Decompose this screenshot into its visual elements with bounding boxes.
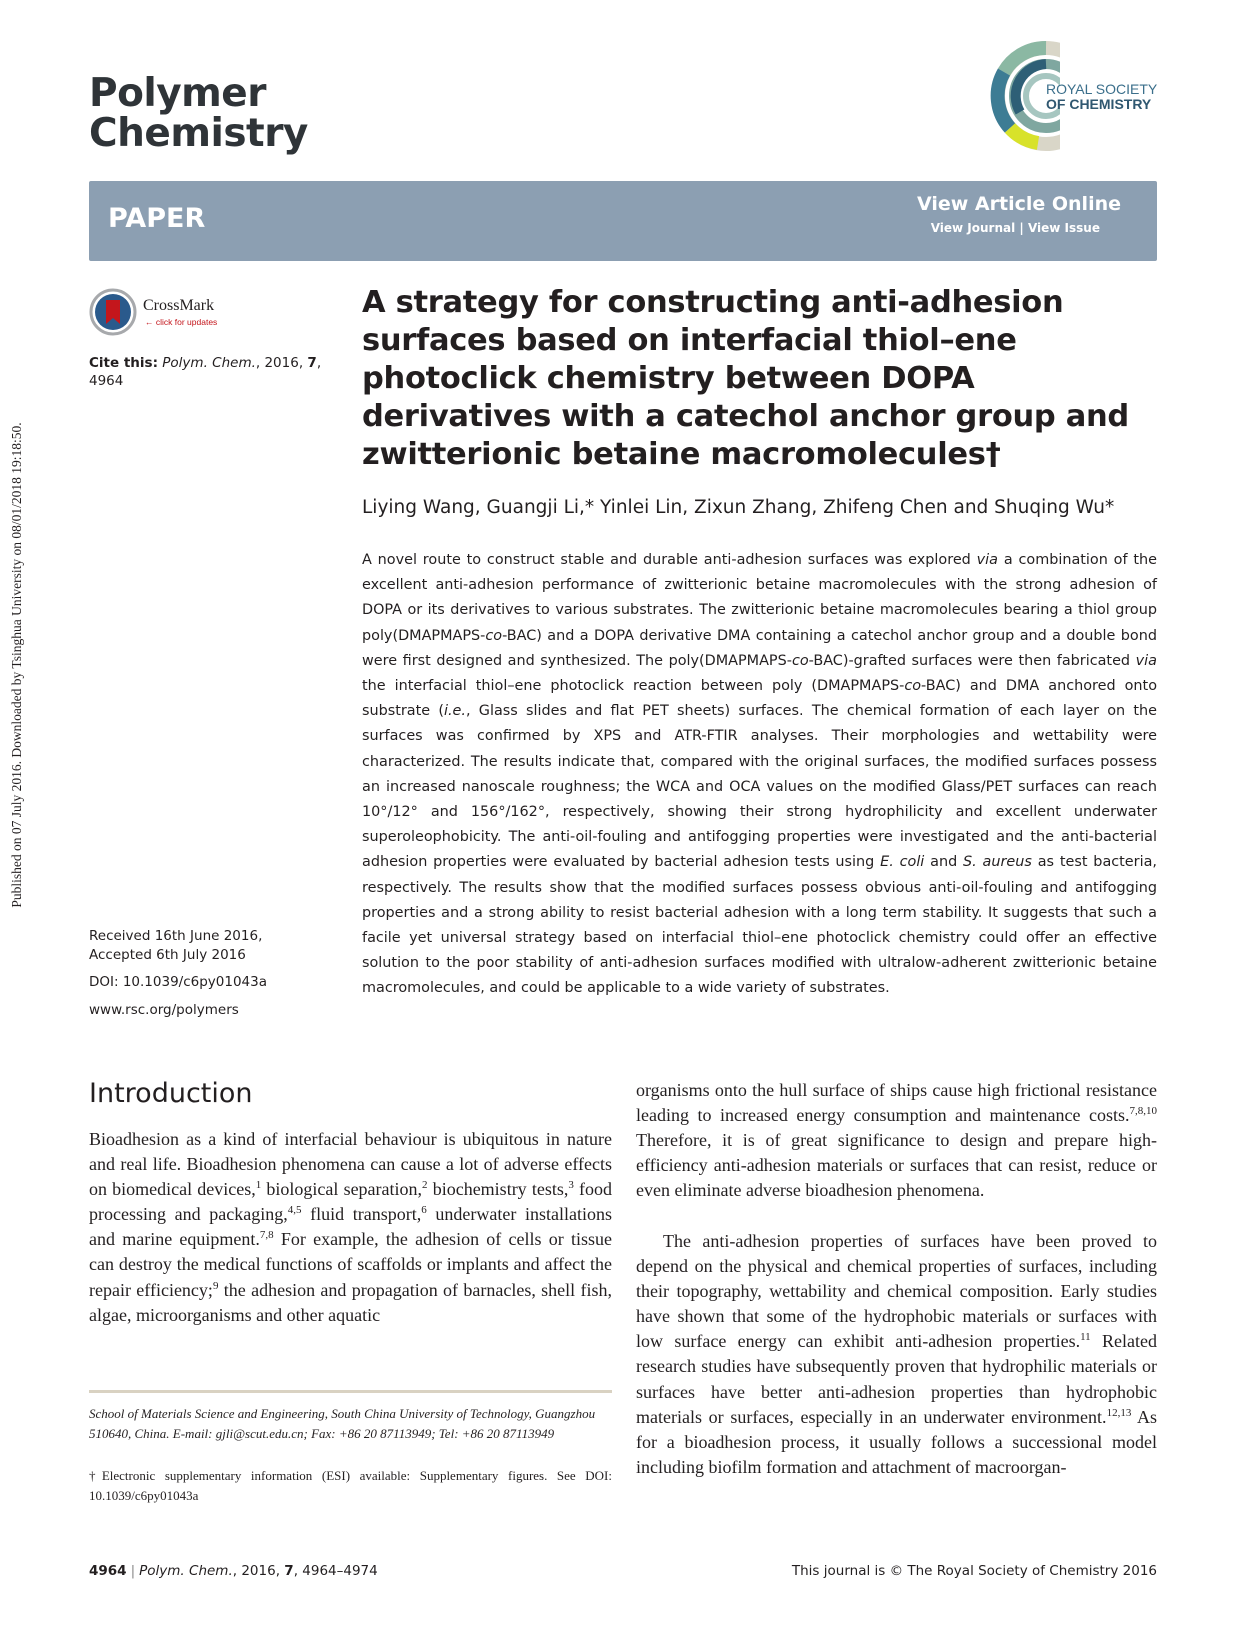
footer-year: , 2016, bbox=[232, 1563, 280, 1579]
journal-title-line1: Polymer bbox=[89, 71, 266, 116]
abstract-text: -BAC)-grafted surfaces were then fabricated bbox=[808, 652, 1136, 669]
view-journal-link[interactable]: View Journal bbox=[930, 221, 1016, 235]
view-links bbox=[931, 221, 1100, 235]
crossmark-badge[interactable] bbox=[89, 288, 229, 338]
body-text: food processing and packaging, bbox=[89, 1179, 613, 1225]
reference-link[interactable]: 7,8,10 bbox=[1129, 1105, 1157, 1118]
crossmark-subtitle: ← click for updates bbox=[145, 317, 218, 327]
rsc-wordmark-line2: OF CHEMISTRY bbox=[1046, 96, 1152, 112]
abstract-italic: via bbox=[1135, 652, 1157, 669]
reference-link[interactable]: 4,5 bbox=[287, 1204, 302, 1217]
article-type-banner bbox=[89, 181, 1157, 261]
journal-title-line2: Chemistry bbox=[89, 111, 308, 156]
crossmark-name: CrossMark bbox=[143, 297, 215, 314]
page-number: 4964 bbox=[89, 1563, 127, 1579]
accepted-date: Accepted 6th July 2016 bbox=[89, 947, 246, 963]
abstract-italic: co bbox=[791, 652, 809, 669]
abstract-text: a combination of the excellent anti-adhesion performance of zwitterionic betaine macromolecules with the strong adhesion of DOPA or its derivatives to various substrates. The zwitterionic betaine macromolecules bearing a thiol group poly(DMAPMAPS- bbox=[362, 552, 1157, 644]
reference-link[interactable]: 9 bbox=[212, 1279, 219, 1292]
rsc-logo[interactable] bbox=[990, 40, 1160, 152]
body-text: underwater installations and marine equipment. bbox=[89, 1204, 613, 1250]
reference-link[interactable]: 3 bbox=[568, 1179, 574, 1192]
article-authors: Liying Wang, Guangji Li,* Yinlei Lin, Zixun Zhang, Zhifeng Chen and Shuqing Wu* bbox=[362, 497, 1115, 518]
reference-link[interactable]: 12,13 bbox=[1106, 1406, 1132, 1419]
abstract-text: A novel route to construct stable and durable anti-adhesion surfaces was explored bbox=[362, 552, 977, 568]
abstract-text: -BAC) and DMA anchored onto substrate ( bbox=[362, 678, 1157, 720]
citation bbox=[89, 354, 329, 390]
article-doi[interactable]: DOI: 10.1039/c6py01043a bbox=[89, 974, 268, 990]
view-article-online-link[interactable]: View Article Online bbox=[917, 193, 1121, 215]
article-title: A strategy for constructing anti-adhesion surfaces based on interfacial thiol–ene photoclick chemistry between DOPA derivatives with a catechol anchor group and zwitterionic betaine macromolecules† bbox=[362, 285, 1129, 472]
rsc-wordmark-line1: ROYAL SOCIETY bbox=[1046, 81, 1158, 97]
copyright-notice: This journal is © The Royal Society of Chemistry 2016 bbox=[791, 1563, 1157, 1579]
abstract-text: the interfacial thiol–ene photoclick reaction between poly (DMAPMAPS- bbox=[362, 678, 905, 695]
reference-link[interactable]: 2 bbox=[422, 1179, 428, 1192]
citation-volume: 7 bbox=[307, 355, 317, 371]
abstract-text: and bbox=[924, 854, 964, 871]
body-text: fluid transport, bbox=[301, 1204, 422, 1225]
footer-journal: Polym. Chem. bbox=[139, 1563, 233, 1579]
body-text: organisms onto the hull surface of ships cause high frictional resistance leading to increased energy consumption and maintenance costs. bbox=[636, 1080, 1157, 1126]
footnote-divider bbox=[89, 1390, 612, 1393]
article-type-label: PAPER bbox=[108, 203, 206, 234]
received-date: Received 16th June 2016, bbox=[89, 928, 263, 944]
abstract-italic: co bbox=[485, 627, 503, 644]
citation-year: , 2016, bbox=[255, 355, 304, 371]
rsc-wordmark bbox=[1046, 82, 1157, 112]
reference-link[interactable]: 7,8 bbox=[259, 1229, 274, 1242]
download-stamp-text: Published on 07 July 2016. Downloaded by Tsinghua University on 08/01/2018 19:18:50. bbox=[9, 422, 24, 908]
journal-website-link[interactable]: www.rsc.org/polymers bbox=[89, 1002, 239, 1018]
introduction-heading: Introduction bbox=[89, 1078, 253, 1109]
abstract-italic: E. coli bbox=[880, 854, 925, 871]
abstract-italic: S. aureus bbox=[963, 854, 1032, 871]
affiliation-footnote: School of Materials Science and Engineering, South China University of Technology, Guangzhou 510640, China. E-mail: gjli@scut.edu.cn; Fax: +86 20 87113949; Tel: +86 20 87113949 bbox=[89, 1406, 596, 1441]
view-links-divider: | bbox=[1019, 221, 1024, 235]
abstract-italic: co bbox=[904, 678, 922, 695]
body-text: the adhesion and propagation of barnacles, shell fish, algae, microorganisms and other aquatic bbox=[89, 1279, 613, 1325]
abstract-text: , Glass slides and flat PET sheets) surfaces. The chemical formation of each layer on the surfaces was confirmed by XPS and ATR-FTIR analyses. Their morphologies and wettability were characterized. The results indicate that, compared with the original surfaces, the modified surfaces possess an increased nanoscale roughness; the WCA and OCA values on the modified Glass/PET surfaces can reach 10°/12° and 156°/162°, respectively, showing their strong hydrophilicity and excellent underwater superoleophobicity. The anti-oil-fouling and antifogging properties were investigated and the anti-bacterial adhesion properties were evaluated by bacterial adhesion tests using bbox=[362, 703, 1157, 871]
citation-prefix: Cite this: bbox=[89, 355, 158, 371]
abstract-text: as test bacteria, respectively. The results show that the modified surfaces possess obvious anti-oil-fouling and antifogging properties and a strong ability to resist bacterial adhesion with a long term stability. It suggests that such a facile yet universal strategy based on interfacial thiol–ene photoclick chemistry could offer an effective solution to the poor stability of anti-adhesion surfaces modified with ultralow-adherent zwitterionic betaine macromolecules, and could be applicable to a wide variety of substrates. bbox=[362, 854, 1157, 997]
introduction-paragraph-2 bbox=[636, 1229, 1157, 1480]
esi-footnote: †Electronic supplementary information (ESI) available: Supplementary figures. See DOI: 10.1039/c6py01043a bbox=[89, 1468, 612, 1503]
body-text: Therefore, it is of great significance to design and prepare high-efficiency anti-adhesion materials or surfaces that can resist, reduce or even eliminate adverse bioadhesion phenomena. bbox=[636, 1130, 1157, 1201]
crossmark-icon bbox=[89, 288, 137, 336]
introduction-paragraph-1 bbox=[89, 1127, 612, 1328]
footer-volume: 7 bbox=[284, 1563, 294, 1579]
view-issue-link[interactable]: View Issue bbox=[1027, 221, 1100, 235]
citation-journal: Polym. Chem. bbox=[162, 355, 256, 371]
abstract-italic: i.e. bbox=[443, 703, 466, 720]
body-text: biological separation, bbox=[261, 1179, 423, 1200]
article-dates bbox=[89, 927, 329, 965]
introduction-paragraph-1-continued bbox=[636, 1078, 1157, 1203]
page-footer-left bbox=[89, 1563, 378, 1579]
journal-title bbox=[89, 71, 308, 156]
citation-page: 4964 bbox=[89, 373, 124, 389]
reference-link[interactable]: 6 bbox=[421, 1204, 427, 1217]
body-text: Bioadhesion as a kind of interfacial behaviour is ubiquitous in nature and real life. Bioadhesion phenomena can cause a lot of adverse effects on biomedical devices, bbox=[89, 1129, 612, 1200]
crossmark-subtitle-text: click for updates bbox=[155, 317, 218, 327]
reference-link[interactable]: 1 bbox=[255, 1179, 262, 1192]
body-text: Related research studies have subsequently proven that hydrophilic materials or surfaces have better anti-adhesion properties than hydrophobic materials or surfaces, especially in an underwater environment. bbox=[636, 1331, 1157, 1427]
footer-pages: , 4964–4974 bbox=[293, 1563, 378, 1579]
body-text: For example, the adhesion of cells or tissue can destroy the medical functions of scaffolds or implants and affect the repair efficiency; bbox=[89, 1229, 612, 1300]
body-text: As for a bioadhesion process, it usually follows a successional model including biofilm formation and attachment of macroorgan- bbox=[636, 1406, 1157, 1477]
abstract-italic: via bbox=[976, 552, 998, 568]
body-text: biochemistry tests, bbox=[427, 1179, 569, 1200]
abstract-text: -BAC) and a DOPA derivative DMA containing a catechol anchor group and a double bond were first designed and synthesized. The poly(DMAPMAPS- bbox=[362, 627, 1157, 669]
download-stamp bbox=[6, 360, 28, 970]
body-text: The anti-adhesion properties of surfaces have been proved to depend on the physical and chemical properties of surfaces, including their topography, wettability and chemical composition. Early studies have shown that some of the hydrophobic materials or surfaces with low surface energy can exhibit anti-adhesion properties. bbox=[636, 1231, 1157, 1352]
citation-page-sep: , bbox=[316, 355, 322, 371]
footer-divider: | bbox=[130, 1563, 136, 1579]
reference-link[interactable]: 11 bbox=[1080, 1331, 1091, 1344]
abstract bbox=[362, 548, 1157, 1002]
